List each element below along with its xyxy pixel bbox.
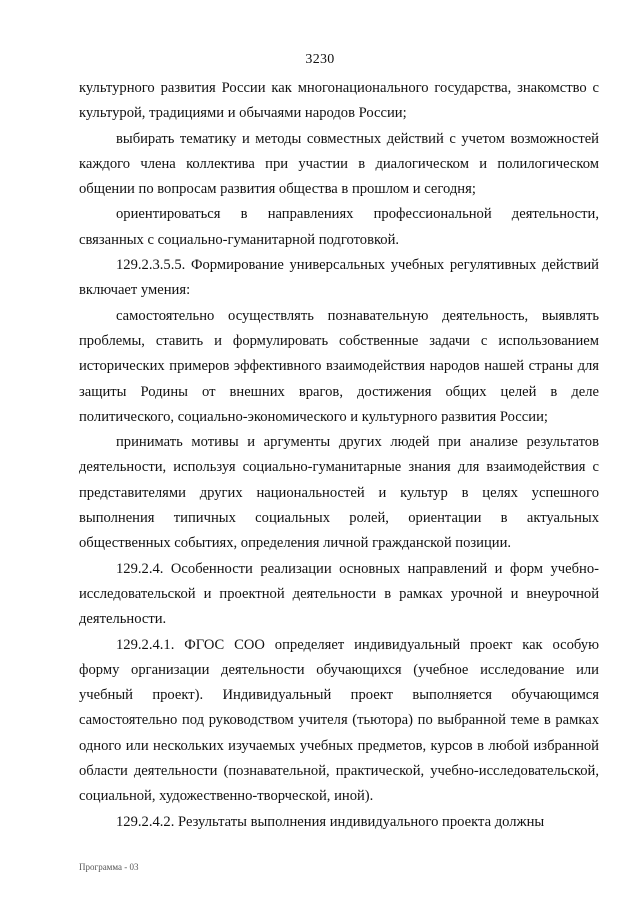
footer-label: Программа - 03	[79, 862, 139, 872]
page-number: 3230	[305, 52, 335, 67]
section-129-2-4-1: 129.2.4.1. ФГОС СОО определяет индивидуальный проект как особую форму организации деятельности обучающихся (учебное исследование или учебный проект). Индивидуальный проект выполняется обучающимся самостоятельно под руководством учителя (тьютора) по выбранной теме в рамках одного или нескольких изучаемых учебных предметов, курсов в любой избранной области деятельности (познавательной, практической, учебно-исследовательской, социальной, художественно-творческой, иной).	[79, 636, 599, 805]
paragraph-continuation: культурного развития России как многонационального государства, знакомство с культурой, традициями и обычаями народов России;	[79, 80, 599, 122]
paragraph: принимать мотивы и аргументы других людей при анализе результатов деятельности, используя социально-гуманитарные знания для взаимодействия с представителями других национальностей и культур в целях успешного выполнения типичных социальных ролей, ориентации в актуальных общественных событиях, определения личной гражданской позиции.	[79, 434, 599, 552]
paragraph: выбирать тематику и методы совместных действий с учетом возможностей каждого члена коллектива при участии в диалогическом и полилогическом общении по вопросам развития общества в прошлом и сегодня;	[79, 130, 599, 198]
section-heading-129-2-3-5-5: 129.2.3.5.5. Формирование универсальных учебных регулятивных действий включает умения:	[79, 257, 599, 299]
paragraph: ориентироваться в направлениях профессиональной деятельности, связанных с социально-гуманитарной подготовкой.	[79, 206, 599, 248]
section-heading-129-2-4: 129.2.4. Особенности реализации основных направлений и форм учебно-исследовательской и проектной деятельности в рамках урочной и внеурочной деятельности.	[79, 560, 599, 628]
paragraph: самостоятельно осуществлять познавательную деятельность, выявлять проблемы, ставить и формулировать собственные задачи с использованием исторических примеров эффективного взаимодействия народов нашей страны для защиты Родины от внешних врагов, достижения общих целей в деле политического, социально-экономического и культурного развития России;	[79, 307, 599, 425]
body-text	[79, 76, 599, 835]
section-129-2-4-2: 129.2.4.2. Результаты выполнения индивидуального проекта должны	[116, 813, 545, 830]
